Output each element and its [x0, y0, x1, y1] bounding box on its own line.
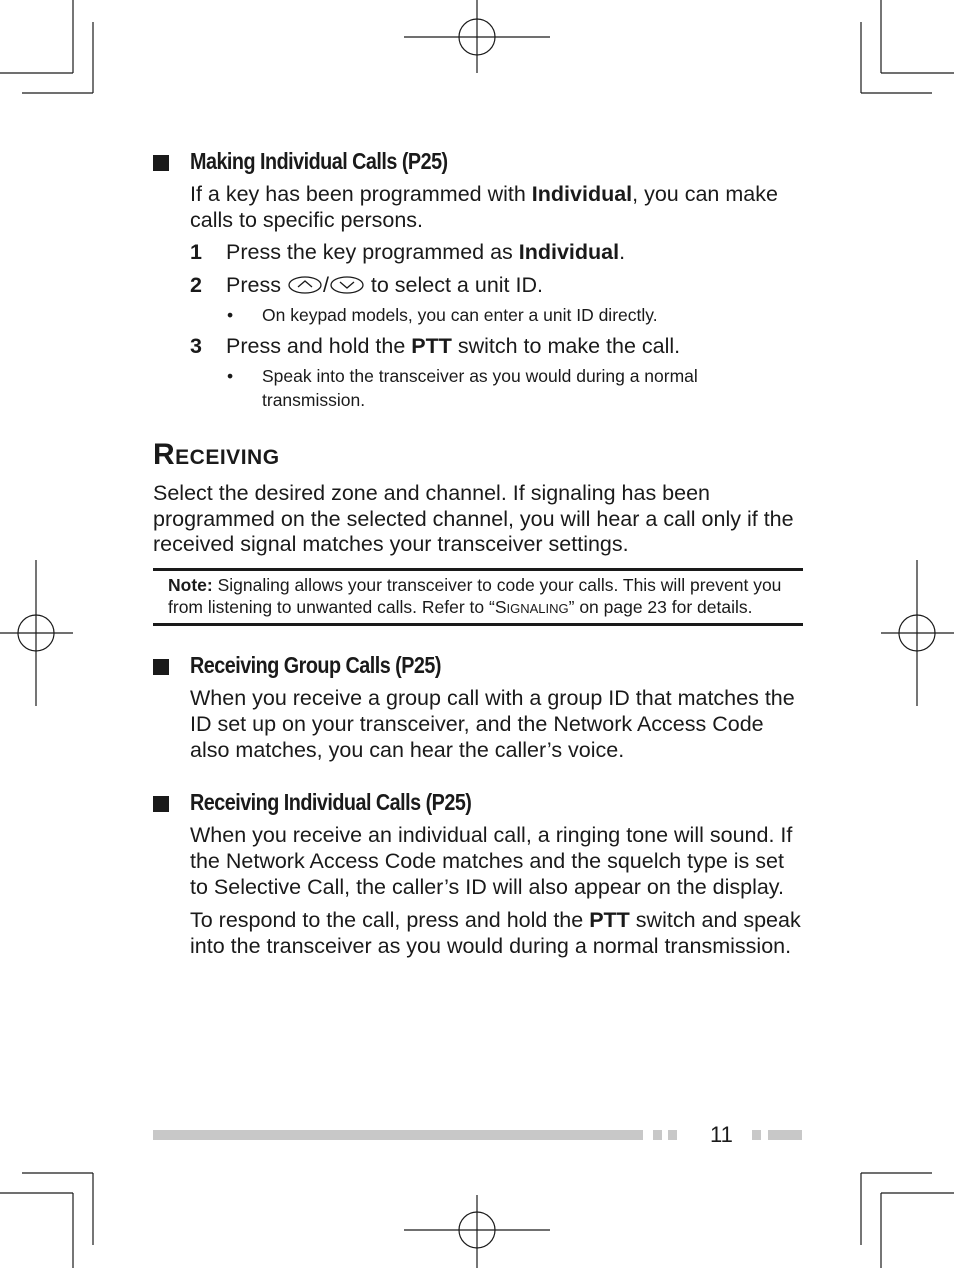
group-calls-paragraph: When you receive a group call with a group ID that matches the ID set up on your transceiver, and the Network Access Code also matches, you can hear the caller’s voice.	[190, 686, 795, 762]
receiving-individual-paragraph-1: When you receive an individual call, a ringing tone will sound. If the Network Access Code matches and the squelch type is set to Selective Call, the caller’s ID will also appear on the display.	[190, 823, 793, 899]
section-title: Receiving Group Calls (P25)	[190, 652, 441, 679]
receiving-heading: RECEIVING	[153, 438, 280, 472]
step-3: 3 Press and hold the PTT switch to make the call.	[190, 334, 681, 359]
receiving-paragraph: Select the desired zone and channel. If signaling has been programmed on the selected channel, you will hear a call only if the received signal matches your transceiver settings.	[153, 481, 794, 557]
page-number: 11	[710, 1122, 733, 1147]
section-square-icon	[153, 155, 169, 171]
footer-block	[668, 1130, 677, 1140]
receiving-individual-paragraph-2: To respond to the call, press and hold the PTT switch and speak into the transceiver as you would during a normal transmission.	[190, 908, 801, 959]
intro-paragraph: If a key has been programmed with Individual, you can make calls to specific persons.	[190, 182, 778, 232]
note-box: Note: Signaling allows your transceiver to code your calls. This will prevent you from listening to unwanted calls. Refer to “SIGNALING” on page 23 for details.	[153, 568, 803, 626]
step-2-note: • On keypad models, you can enter a unit ID directly.	[227, 304, 658, 325]
page-content	[153, 148, 803, 960]
section-square-icon	[153, 659, 169, 675]
section-title: Making Individual Calls (P25)	[190, 148, 448, 174]
step-2: 2 Press / to select a unit ID.	[190, 273, 543, 298]
section-square-icon	[153, 796, 169, 812]
section-heading-receiving-individual	[153, 789, 803, 819]
footer-block	[768, 1130, 802, 1140]
section-heading-individual-calls	[153, 148, 803, 178]
section-title: Receiving Individual Calls (P25)	[190, 789, 472, 816]
up-arrow-button-icon	[287, 275, 323, 295]
footer-block	[752, 1130, 761, 1140]
footer-bar	[153, 1130, 643, 1140]
note-label: Note:	[168, 575, 213, 596]
footer-block	[653, 1130, 662, 1140]
section-heading-group-calls	[153, 652, 803, 682]
step-1: 1 Press the key programmed as Individual.	[190, 240, 626, 265]
step-3-note: • Speak into the transceiver as you would during a normal transmission.	[227, 366, 698, 410]
down-arrow-button-icon	[329, 275, 365, 295]
